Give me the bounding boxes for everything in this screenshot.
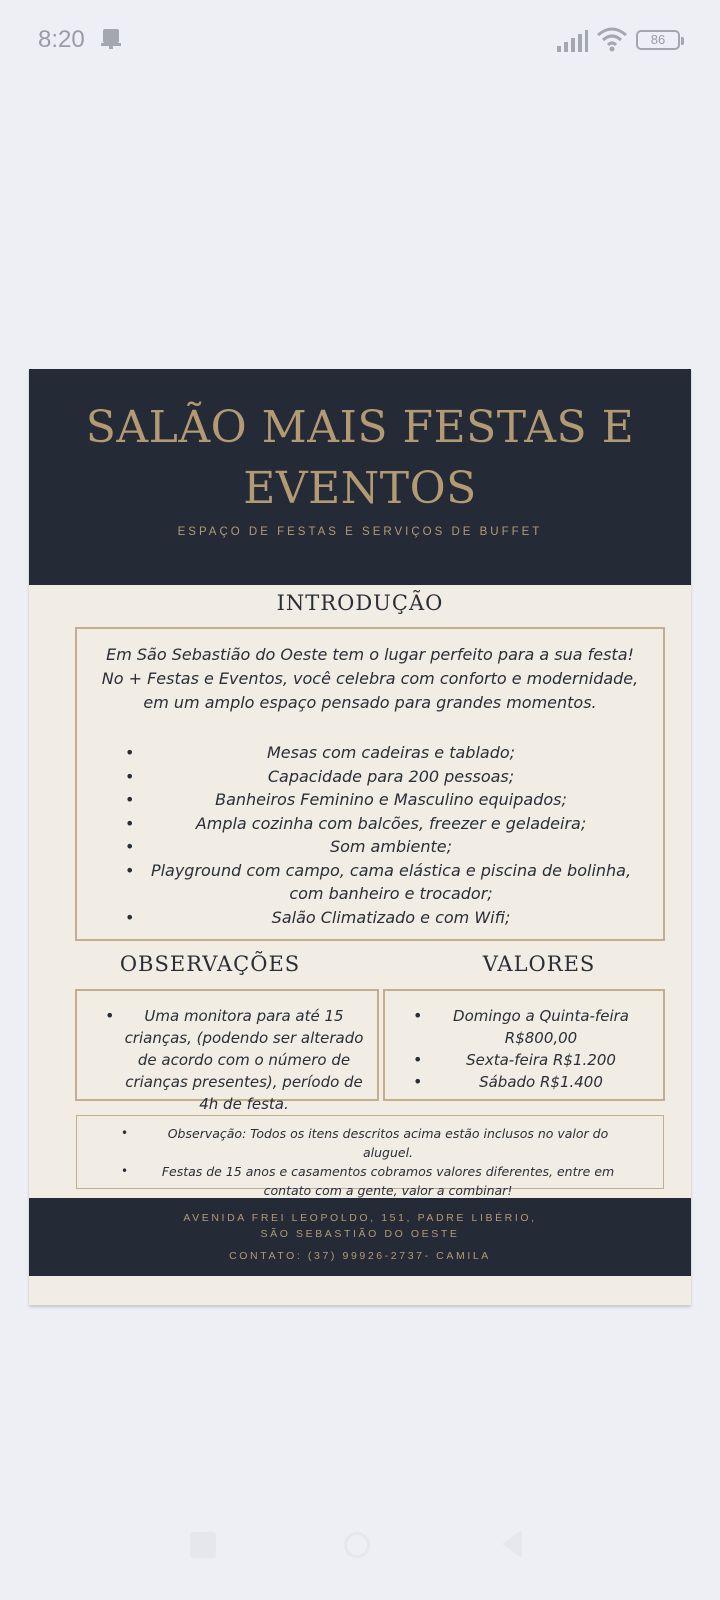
footer-address: AVENIDA FREI LEOPOLDO, 151, PADRE LIBÉRIO,	[183, 1212, 537, 1224]
list-item-text: Som ambiente;	[329, 837, 453, 856]
list-item	[77, 1124, 663, 1162]
recents-icon[interactable]	[190, 1532, 216, 1558]
prices-box	[383, 989, 665, 1101]
flyer-document	[29, 369, 691, 1305]
bullet-icon: •	[413, 1050, 423, 1069]
list-item	[77, 906, 663, 930]
list-item	[385, 1071, 663, 1093]
list-item-text: Sexta-feira R$1.200	[466, 1051, 616, 1069]
bullet-icon: •	[125, 743, 135, 762]
intro-box	[75, 627, 665, 941]
battery-icon	[636, 30, 680, 50]
list-item-text: Domingo a Quinta-feira R$800,00	[453, 1007, 629, 1047]
list-item	[385, 1049, 663, 1071]
footer-band	[29, 1198, 691, 1276]
intro-paragraph: Em São Sebastião do Oeste tem o lugar perfeito para a sua festa! No + Festas e Eventos, você celebra com conforto e modernidade, em um amplo espaço pensado para grandes momentos.	[101, 645, 639, 712]
bullet-icon: •	[121, 1126, 129, 1140]
list-item	[77, 1005, 377, 1115]
bullet-icon: •	[125, 813, 135, 833]
list-item	[77, 765, 663, 789]
bullet-icon: •	[121, 1164, 129, 1178]
list-item-text: Salão Climatizado e com Wifi;	[271, 907, 511, 927]
flyer-subtitle: ESPAÇO DE FESTAS E SERVIÇOS DE BUFFET	[177, 526, 543, 538]
list-item-text: Capacidade para 200 pessoas;	[267, 766, 515, 786]
list-item-text: Observação: Todos os itens descritos acima estão inclusos no valor do aluguel.	[167, 1126, 609, 1160]
observations-box	[75, 989, 379, 1113]
observations-list	[77, 1005, 377, 1115]
bullet-icon: •	[413, 1006, 423, 1025]
notification-icon	[100, 28, 122, 50]
list-item	[77, 835, 663, 859]
status-time: 8:20	[38, 26, 85, 53]
amenities-list	[77, 741, 663, 929]
intro-heading: INTRODUÇÃO	[276, 591, 444, 615]
bullet-icon: •	[125, 907, 135, 927]
list-item-text: Festas de 15 anos e casamentos cobramos valores diferentes, entre em contato com a gente, valor a combinar!	[161, 1164, 615, 1198]
wifi-icon	[596, 26, 628, 52]
bullet-icon: •	[413, 1072, 423, 1091]
bullet-icon: •	[125, 766, 135, 786]
flyer-title: SALÃO MAIS FESTAS E EVENTOS	[85, 402, 635, 514]
list-item-text: Uma monitora para até 15 crianças, (podendo ser alterado de acordo com o número de crianças presentes), período de 4h de festa.	[124, 1007, 364, 1113]
footer-contact: CONTATO: (37) 99926-2737- CAMILA	[229, 1250, 491, 1262]
bullet-icon: •	[125, 860, 135, 880]
back-icon[interactable]	[502, 1530, 522, 1558]
bullet-icon: •	[125, 790, 135, 809]
notes-list	[77, 1124, 663, 1200]
list-item-text: Ampla cozinha com balcões, freezer e geladeira;	[195, 813, 587, 833]
header-band	[29, 369, 691, 585]
bullet-icon: •	[105, 1006, 115, 1025]
footer-city: SÃO SEBASTIÃO DO OESTE	[260, 1228, 460, 1240]
bullet-icon: •	[125, 837, 135, 856]
list-item	[77, 788, 663, 812]
list-item-text: Playground com campo, cama elástica e piscina de bolinha, com banheiro e trocador;	[150, 860, 632, 903]
list-item	[77, 859, 663, 906]
prices-heading: VALORES	[482, 952, 596, 976]
list-item-text: Sábado R$1.400	[479, 1073, 603, 1091]
list-item	[77, 812, 663, 836]
list-item	[385, 1005, 663, 1049]
home-icon[interactable]	[344, 1532, 370, 1558]
list-item	[77, 1162, 663, 1200]
signal-icon	[556, 30, 588, 52]
list-item-text: Mesas com cadeiras e tablado;	[266, 743, 516, 762]
observations-heading: OBSERVAÇÕES	[119, 952, 301, 976]
battery-level: 86	[650, 32, 666, 47]
status-bar	[0, 0, 720, 80]
list-item	[77, 741, 663, 765]
prices-list	[385, 1005, 663, 1093]
notes-box	[76, 1115, 664, 1198]
list-item-text: Banheiros Feminino e Masculino equipados;	[215, 790, 567, 809]
